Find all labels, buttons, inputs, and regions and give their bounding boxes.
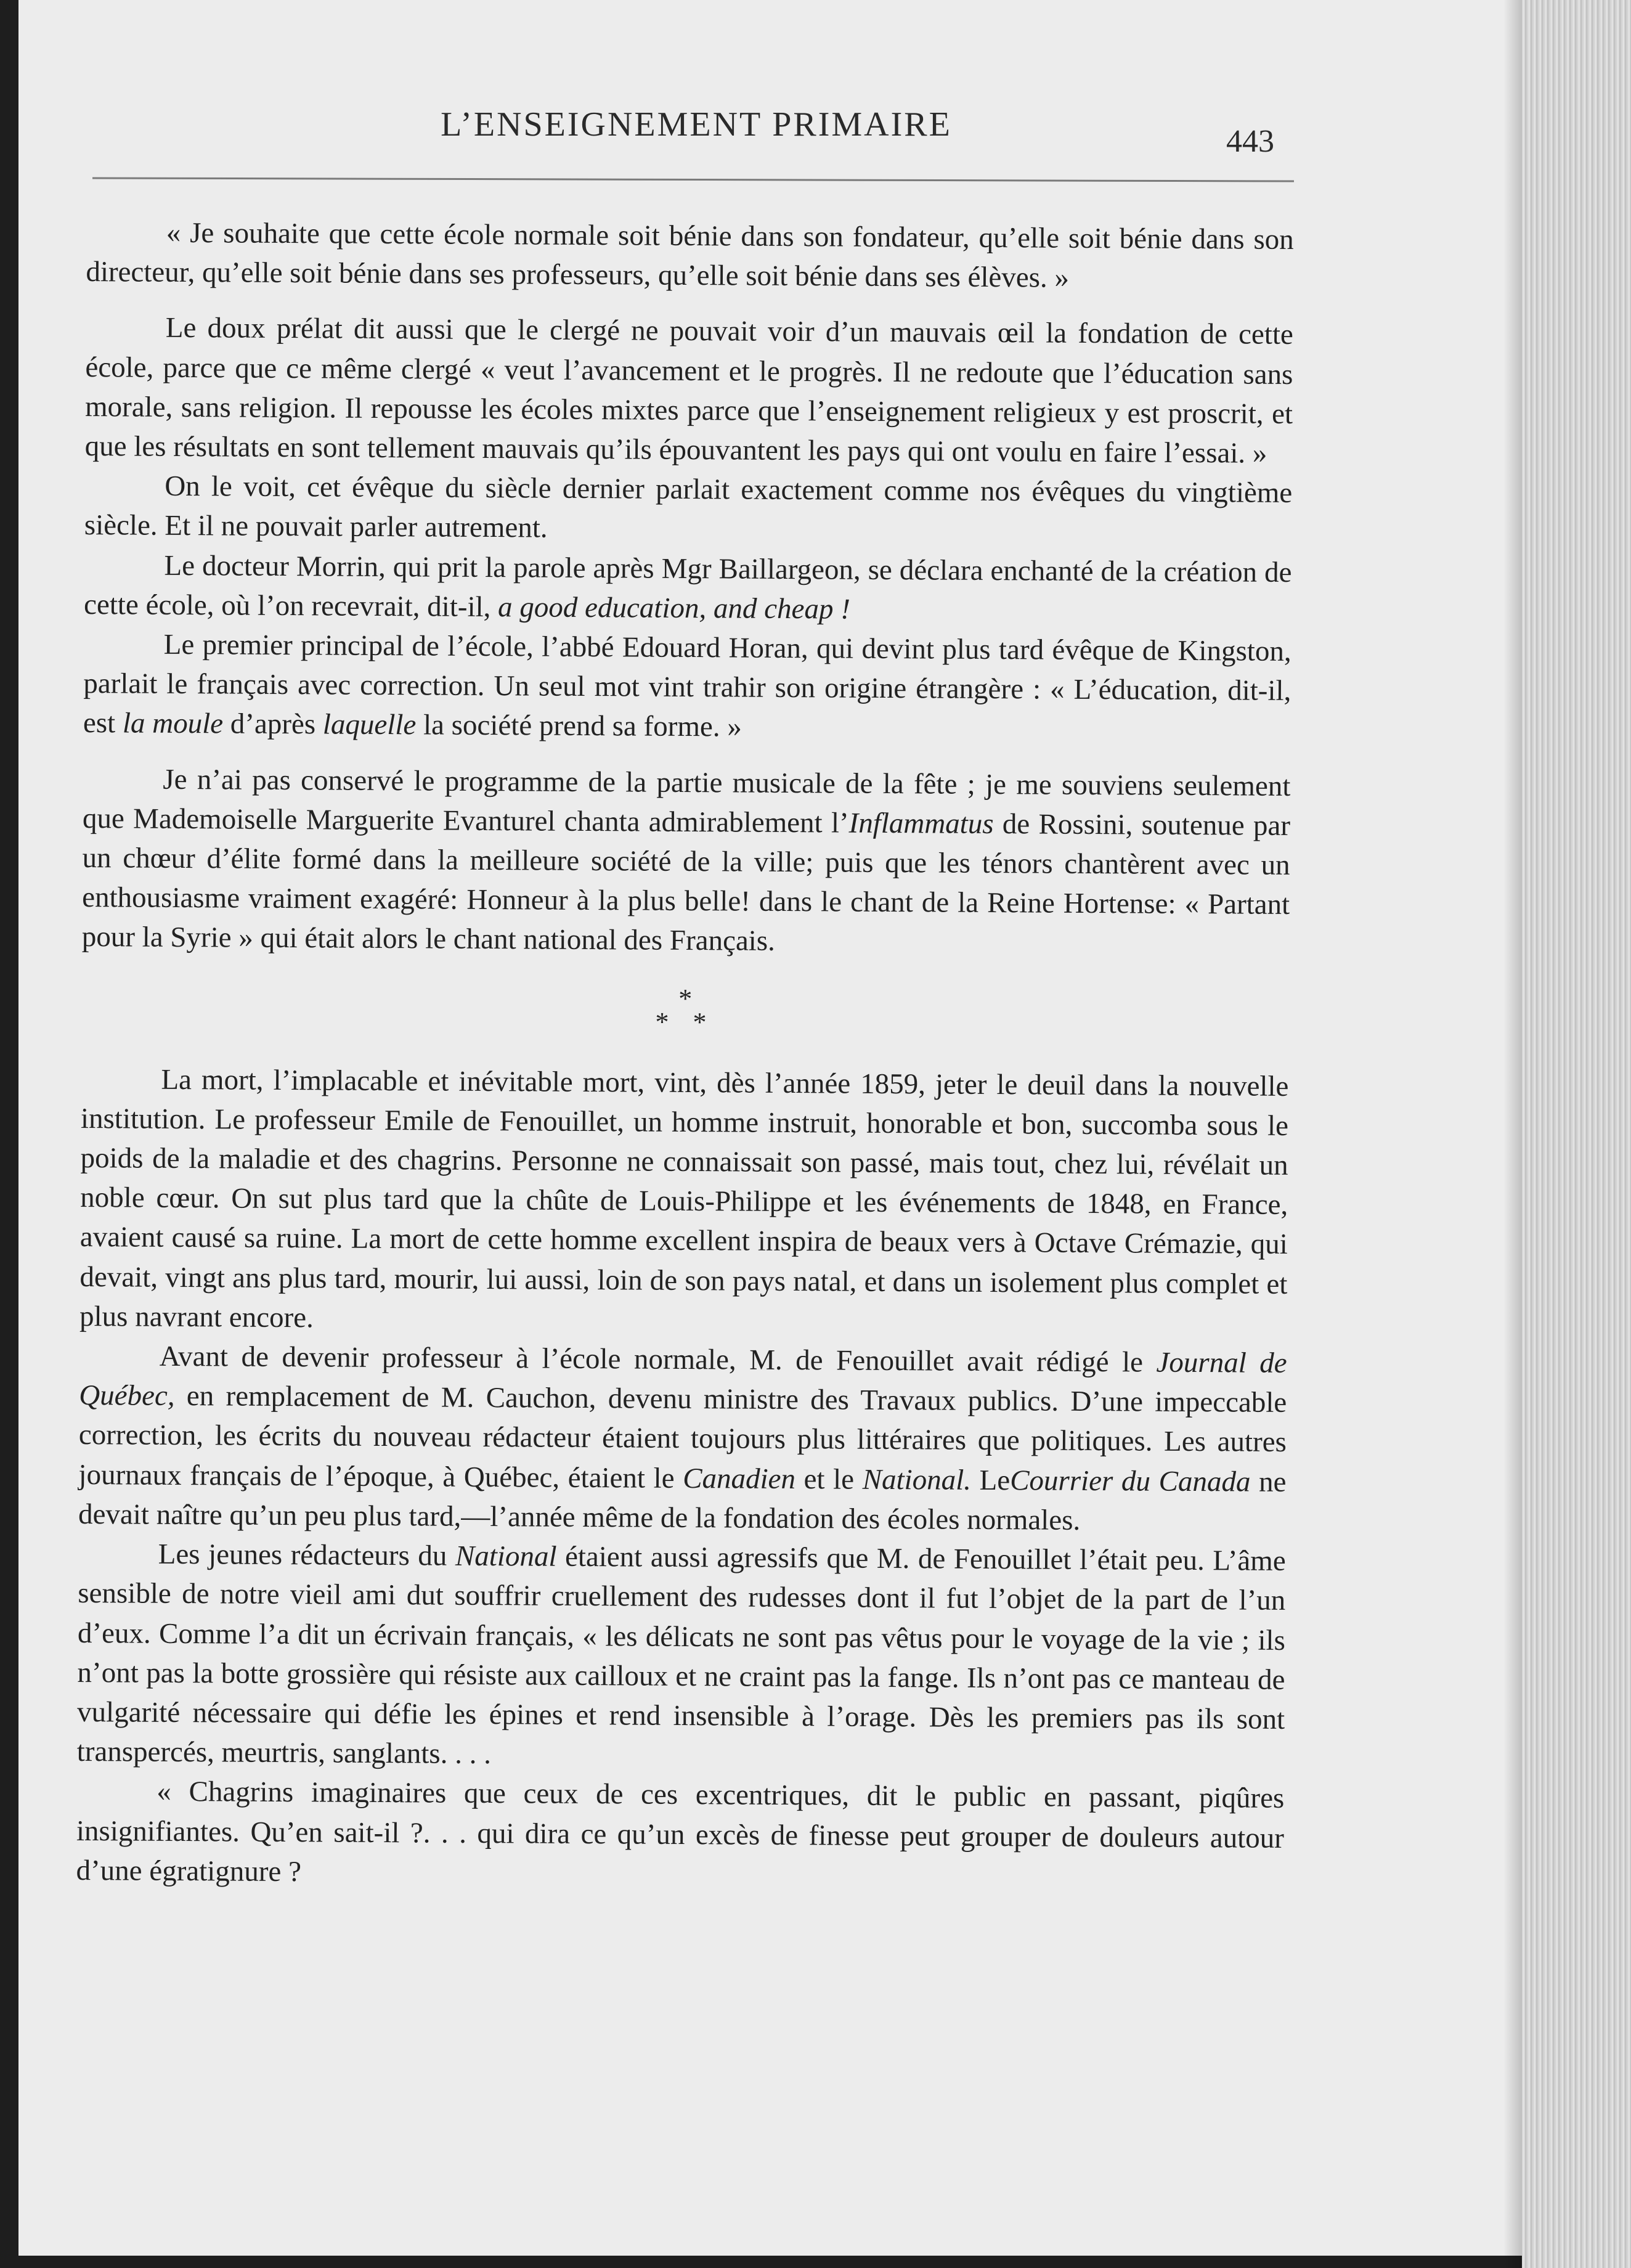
italic-title: National.: [862, 1463, 972, 1496]
header-rule: [92, 177, 1294, 182]
paragraph-journal-quebec: Avant de devenir professeur à l’école normale, M. de Fenouillet avait rédigé le Journal de Québec, en remplacement de M. Cauchon, devenu ministre des Travaux publics. D’une impeccable correction, les écrits du nouveau rédacteur étaient toujours plus littéraires que politiques. Les autres journaux français de l’époque, à Québec, étaient le Canadien et le National. LeCourrier du Canada ne devait naître qu’un peu plus tard,—l’année même de la fondation des écoles normales.: [78, 1340, 1287, 1536]
paragraph-imaginary-sorrows: « Chagrins imaginaires que ceux de ces excentriques, dit le public en passant, piqûres insignifiantes. Qu’en sait-il ?. . . qui dira ce qu’un excès de finesse peut grouper de douleurs autour d’une égratignure ?: [76, 1776, 1285, 1888]
asterism-divider: [81, 982, 1290, 1051]
italic-phrase: Inflammatus: [848, 807, 994, 840]
italic-title: Canadien: [683, 1462, 796, 1495]
book-page-edges: [1522, 0, 1631, 2268]
body-text: [76, 213, 1294, 1898]
paragraph-bishop-comment: On le voit, cet évêque du siècle dernier parlait exactement comme nos évêques du vingtième siècle. Et il ne pouvait parler autrement.: [84, 470, 1293, 545]
paragraph-prelate-speech: Le doux prélat dit aussi que le clergé ne pouvait voir d’un mauvais œil la fondation de cette école, parce que ce même clergé « veut l’avancement et le progrès. Il ne redoute que l’éducation sans morale, sans religion. Il repousse les écoles mixtes parce que l’enseignement religieux y est proscrit, et que les résultats en sont tellement mauvais qu’ils épouvantent les pays qui ont voulu en faire l’essai. »: [84, 312, 1293, 470]
paragraph-young-editors: Les jeunes rédacteurs du National étaient aussi agressifs que M. de Fenouillet l’était peu. L’âme sensible de notre vieil ami dut souffrir cruellement des rudesses dont il fut l’objet de la part de l’un d’eux. Comme l’a dit un écrivain français, « les délicats ne sont pas vêtus pour le voyage de la vie ; ils n’ont pas la botte grossière qui résiste aux cailloux et ne craint pas la fange. Ils n’ont pas ce manteau de vulgarité nécessaire qui défie les épines et rend insensible à l’orage. Dès les premiers pas ils sont transpercés, meurtris, sanglants. . . .: [76, 1538, 1286, 1771]
paragraph-blessing-quote: « Je souhaite que cette école normale soit bénie dans son fondateur, qu’elle soit bénie dans son directeur, qu’elle soit bénie dans ses professeurs, qu’elle soit bénie dans ses élèves. »: [86, 216, 1294, 294]
italic-phrase: laquelle: [322, 708, 417, 741]
running-title: L’ENSEIGNEMENT PRIMAIRE: [441, 105, 952, 144]
paragraph-horan: Le premier principal de l’école, l’abbé Edouard Horan, qui devint plus tard évêque de Kingston, parlait le français avec correction. Un seul mot vint trahir son origine étrangère : « L’éducation, dit-il, est la moule d’après laquelle la société prend sa forme. »: [83, 628, 1291, 743]
book-page: [18, 0, 1540, 2256]
paragraph-death-fenouillet: La mort, l’implacable et inévitable mort, vint, dès l’année 1859, jeter le deuil dans la nouvelle institution. Le professeur Emile de Fenouillet, un homme instruit, honorable et bon, succomba sous le poids de la maladie et des chagrins. Personne ne connaissait son passé, mais tout, chez lui, révélait un noble cœur. On sut plus tard que la chûte de Louis-Philippe et les événements de 1848, en France, avaient causé sa ruine. La mort de cette homme excellent inspira de beaux vers à Octave Crémazie, qui devait, vingt ans plus tard, mourir, lui aussi, loin de son pays natal, et dans un isolement plus complet et plus navrant encore.: [79, 1063, 1289, 1334]
italic-phrase: a good education, and cheap !: [497, 590, 851, 626]
asterism-bottom: * *: [655, 1006, 715, 1037]
asterism-top: *: [678, 983, 693, 1014]
italic-title: Courrier du Canada: [1010, 1464, 1251, 1498]
italic-phrase: la moule: [122, 707, 224, 740]
page-number: 443: [1226, 124, 1274, 159]
italic-title: Journal de Québec,: [79, 1346, 1287, 1413]
paragraph-musical-program: Je n’ai pas conservé le programme de la partie musicale de la fête ; je me souviens seulement que Mademoiselle Marguerite Evanturel chanta admirablement l’Inflammatus de Rossini, soutenue par un chœur d’élite formé dans la meilleure société de la ville; puis que les ténors chantèrent avec un enthousiasme vraiment exagéré: Honneur à la plus belle! dans le chant de la Reine Hortense: « Partant pour la Syrie » qui était alors le chant national des Français.: [81, 763, 1291, 958]
paragraph-morrin: Le docteur Morrin, qui prit la parole après Mgr Baillargeon, se déclara enchanté de la création de cette école, où l’on recevrait, dit-il, a good education, and cheap !: [83, 549, 1292, 626]
italic-title: National: [455, 1540, 557, 1573]
